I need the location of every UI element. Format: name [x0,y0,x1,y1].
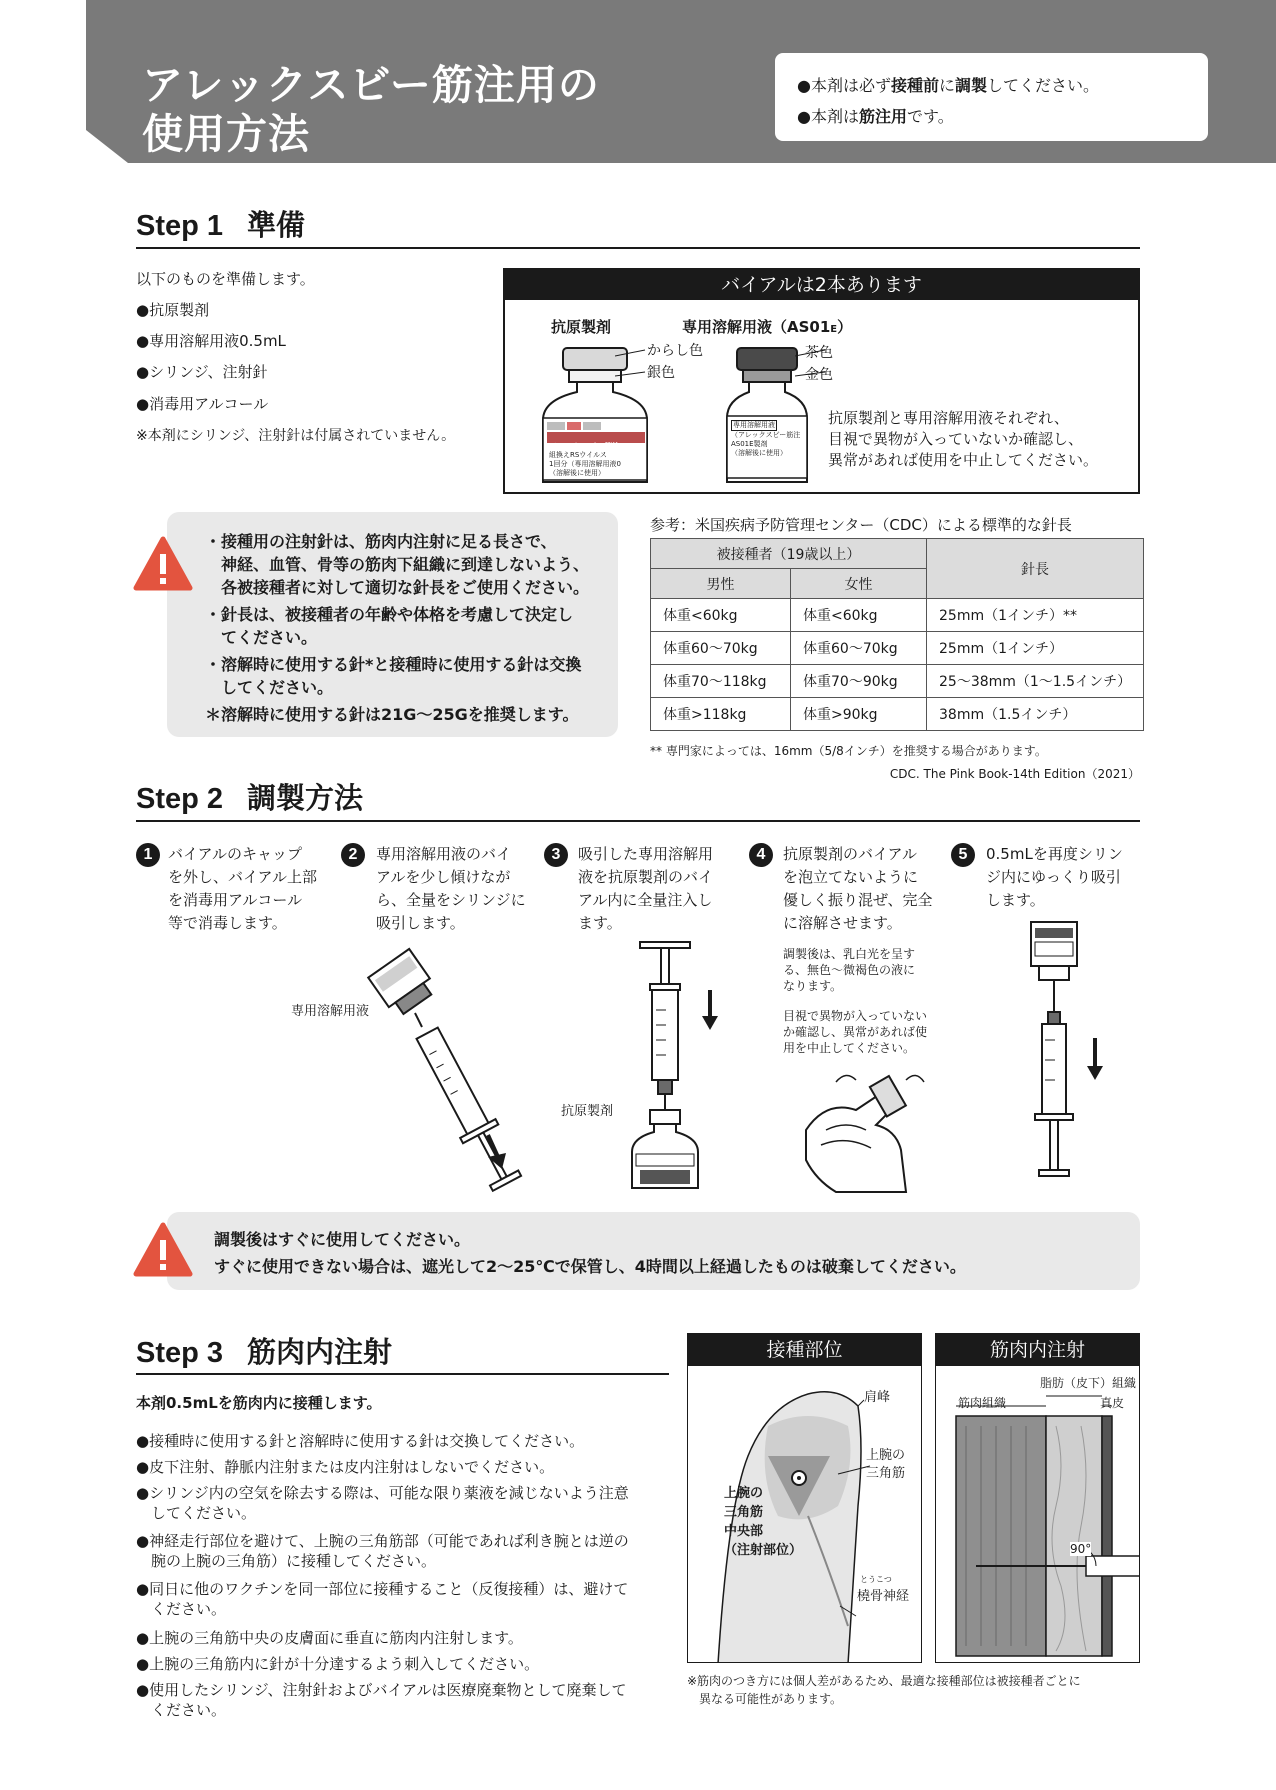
needle-length-table [650,538,1144,731]
prep-step-2-text: 専用溶解用液のバイ アルを少し傾けなが ら、全量をシリンジに 吸引します。 [376,845,526,932]
table-cell: 体重<60kg [651,599,791,632]
syringe-withdraw-illustration [1005,920,1115,1195]
step3-item: ●皮下注射、静脈内注射または皮内注射はしないでください。 [136,1458,555,1476]
step-number-4: 4 [749,843,773,867]
table-cell: 体重70～118kg [651,665,791,698]
injection-site-panel [687,1333,922,1663]
step3-item: してください。 [136,1504,257,1522]
table-cell: 25mm（1インチ）** [927,599,1144,632]
step-number-3: 3 [544,843,568,867]
table-source: CDC. The Pink Book-14th Edition（2021） [889,767,1140,781]
cap-callout-lines [615,342,647,402]
step3-rule [136,1373,669,1375]
prep-step-4-text: 抗原製剤のバイアル を泡立てないように 優しく振り混ぜ、完全 に溶解させます。 [783,845,933,932]
table-cell: 体重70～90kg [791,665,927,698]
vial-box-heading: バイアルは2本あります [505,270,1138,300]
cap-color-solvent-top: 茶色 [805,345,833,361]
step-number-2: 2 [341,843,365,867]
label-solvent: 専用溶解用液（AS01E） [682,318,853,336]
prep-step-4-note-appearance: 調製後は、乳白光を呈す る、無色～微褐色の液に なります。 [783,947,916,993]
table-row [651,632,1144,665]
step1-heading: Step 1 準備 [136,208,306,242]
im-injection-heading: 筋肉内注射 [936,1334,1139,1366]
solvent-vial-label: 専用溶解用液 （アレックスビー筋注 AS01E製剤 （溶解後に使用） [731,421,801,457]
antigen-vial-label: アレックスビー筋注 組換えRSウイルス 1回分（専用溶解用液0 （溶解後に使用） [549,442,621,477]
needle-warning-text: ・接種用の注射針は、筋肉内注射に足る長さで、 神経、血管、骨等の筋肉下組織に到達しないよう、 各被接種者に対して適切な針長をご使用ください。 ・針長は、被接種者の年齢や体格を考慮して決定し てください。 ・溶解時に使用する針*と接種時に使用する針は交換 してください。 ＊溶解時に使用する針は21G～25Gを推奨します。 [205,532,590,724]
prep-step-3-text: 吸引した専用溶解用 液を抗原製剤のバイ アル内に全量注入し ます。 [578,845,714,932]
label-radial-nerve-ruby: とうこつ [860,1575,892,1584]
label-subcutaneous-fat: 脂肪（皮下）組織 [1040,1376,1137,1390]
table-cell: 38mm（1.5インチ） [927,698,1144,731]
step3-item: ●同日に他のワクチンを同一部位に接種すること（反復接種）は、避けて [136,1580,629,1598]
step-number-1: 1 [136,843,160,867]
vial-info-box [503,268,1140,494]
table-header-female: 女性 [791,569,927,599]
im-injection-panel [935,1333,1140,1663]
table-row [651,599,1144,632]
table-footnote: ** 専門家によっては、16mm（5/8インチ）を推奨する場合があります。 [650,744,1047,758]
label-injection-site: 上腕の 三角筋 中央部 （注射部位） [724,1486,803,1558]
prep-step-1-text: バイアルのキャップ を外し、バイアル上部 を消毒用アルコール 等で消毒します。 [168,845,317,932]
step3-item: ●上腕の三角筋中央の皮膚面に垂直に筋肉内注射します。 [136,1629,523,1647]
step1-intro: 以下のものを準備します。 [136,270,315,288]
table-header-male: 男性 [651,569,791,599]
label-antigen: 抗原製剤 [551,318,612,336]
prep-step-5-text: 0.5mLを再度シリン ジ内にゆっくり吸引 します。 [986,845,1123,909]
step1-item: ●消毒用アルコール [136,395,269,413]
prep-step-4-note-check: 目視で異物が入っていない か確認し、異常があれば使 用を中止してください。 [783,1009,928,1055]
syringe-inject-illustration [610,940,720,1190]
step1-item: ●専用溶解用液0.5mL [136,332,286,350]
prep-warning-text: 調製後はすぐに使用してください。 すぐに使用できない場合は、遮光して2～25℃で保管し、4時間以上経過したものは破棄してください。 [214,1230,966,1276]
page-header [0,0,1276,163]
table-cell: 体重60～70kg [651,632,791,665]
table-cell: 25～38mm（1～1.5インチ） [927,665,1144,698]
cap-color-solvent-ring: 金色 [805,367,833,383]
label-muscle-tissue: 筋肉組織 [958,1396,1007,1410]
hand-swirl-illustration [796,1070,936,1195]
step3-item: ●シリンジ内の空気を除去する際は、可能な限り薬液を減じないよう注意 [136,1484,629,1502]
page-title-line1: アレックスビー筋注用の [142,61,600,109]
table-cell: 体重>90kg [791,698,927,731]
step3-item: ●神経走行部位を避けて、上腕の三角筋部（可能であれば利き腕とは逆の [136,1532,629,1550]
vial-check-text: 抗原製剤と専用溶解用液それぞれ、 目視で異物が入っていないか確認し、 異常があれば使用を中止してください。 [828,409,1099,469]
step3-item: ●接種時に使用する針と溶解時に使用する針は交換してください。 [136,1432,585,1450]
label-angle: 90° [1070,1542,1092,1556]
label-deltoid: 上腕の 三角筋 [866,1448,906,1481]
syringe-draw-illustration [360,945,530,1205]
table-row [651,698,1144,731]
table-cell: 体重<60kg [791,599,927,632]
notice-line-1: ●本剤は必ず接種前に調製してください。 [797,76,1100,95]
label-acromion: 肩峰 [864,1390,891,1405]
step1-note: ※本剤にシリンジ、注射針は付属されていません。 [136,428,456,444]
step1-item: ●抗原製剤 [136,301,210,319]
table-row [651,665,1144,698]
notice-box [775,53,1208,141]
notice-line-2: ●本剤は筋注用です。 [797,107,954,126]
step-number-5: 5 [951,843,975,867]
table-cell: 体重>118kg [651,698,791,731]
step3-lead: 本剤0.5mLを筋肉内に接種します。 [136,1394,382,1412]
step3-item: ●上腕の三角筋内に針が十分達するよう刺入してください。 [136,1655,540,1673]
label-solvent-vial: 専用溶解用液 [291,1004,370,1019]
injection-site-heading: 接種部位 [688,1334,921,1366]
label-radial-nerve: 橈骨神経 [857,1589,910,1604]
upper-arm-illustration [688,1366,921,1663]
page-title-line2: 使用方法 [142,110,310,158]
table-cell: 25mm（1インチ） [927,632,1144,665]
step1-item: ●シリンジ、注射針 [136,363,268,381]
cap-color-antigen-top: からし色 [647,343,703,359]
step2-heading: Step 2 調製方法 [136,781,364,815]
warning-icon [133,536,193,592]
step1-rule [136,247,1140,249]
table-group-header: 被接種者（19歳以上） [651,539,927,569]
table-header-needle: 針長 [927,539,1144,599]
table-cell: 体重60～70kg [791,632,927,665]
step3-heading: Step 3 筋肉内注射 [136,1335,393,1369]
step3-item: ●使用したシリンジ、注射針およびバイアルは医療廃棄物として廃棄して [136,1681,627,1699]
site-footnote: ※筋肉のつき方には個人差があるため、最適な接種部位は被接種者ごとに 異なる可能性があります。 [687,1674,1081,1706]
table-caption: 参考：米国疾病予防管理センター（CDC）による標準的な針長 [650,516,1072,534]
warning-icon [133,1222,193,1278]
step3-item: 腕の上腕の三角筋）に接種してください。 [136,1552,437,1570]
step2-rule [136,820,1140,822]
step3-item: ください。 [136,1600,227,1618]
label-dermis: 真皮 [1100,1396,1125,1410]
label-antigen-vial: 抗原製剤 [561,1104,614,1119]
step3-item: ください。 [136,1701,227,1719]
cap-color-antigen-ring: 銀色 [647,365,675,381]
